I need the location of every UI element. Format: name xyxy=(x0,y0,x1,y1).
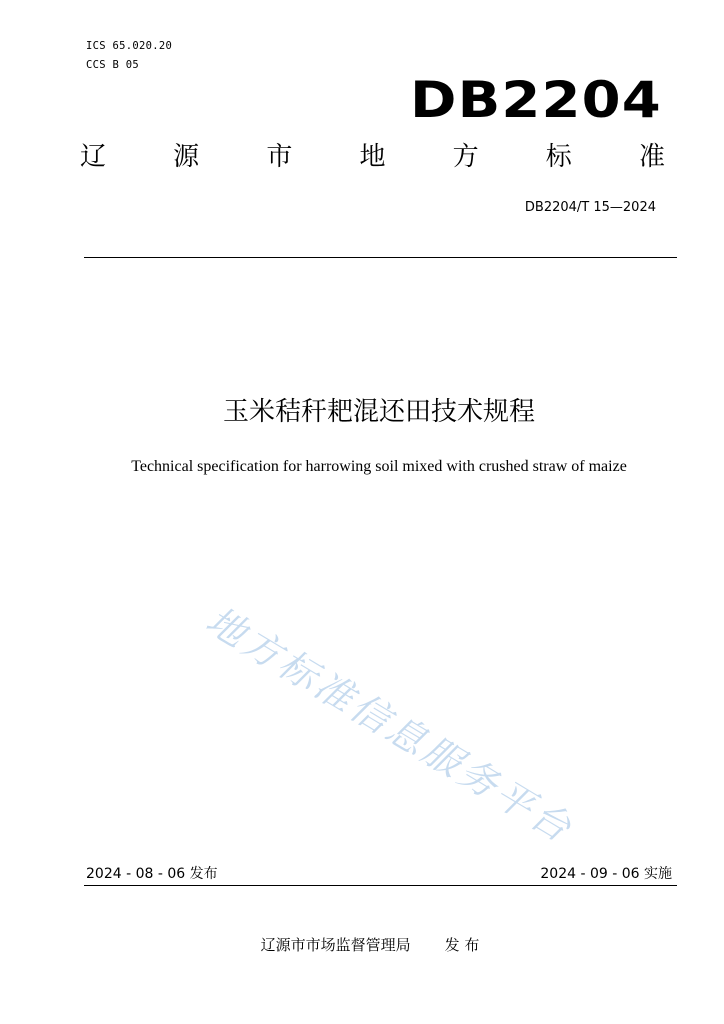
issuer-title xyxy=(80,139,665,175)
publisher-line xyxy=(0,934,724,956)
watermark: 地方标准信息服务平台 xyxy=(198,597,582,853)
issuer-char: 方 xyxy=(452,142,479,172)
ccs-code: CCS B 05 xyxy=(86,59,139,71)
document-title-english: Technical specification for harrowing soil mixed with crushed straw of maize xyxy=(131,458,627,475)
issuer-char: 地 xyxy=(359,142,386,172)
issuer-char: 源 xyxy=(173,142,200,172)
standard-number: DB2204/T 15—2024 xyxy=(524,200,656,215)
top-divider xyxy=(84,257,677,258)
issuer-char: 辽 xyxy=(80,142,107,172)
ics-code: ICS 65.020.20 xyxy=(86,40,173,52)
issuer-char: 标 xyxy=(545,142,572,172)
bottom-divider xyxy=(84,885,677,886)
document-title-chinese: 玉米秸秆耙混还田技术规程 xyxy=(222,397,535,427)
issue-date: 2024 - 08 - 06 发布 xyxy=(86,866,218,882)
standard-logo: DB2204 xyxy=(410,71,662,129)
issuer-char: 准 xyxy=(638,142,665,172)
classification-codes xyxy=(86,37,172,75)
publisher-name: 辽源市市场监督管理局 xyxy=(260,936,411,954)
publisher-action: 发 布 xyxy=(444,936,480,954)
issuer-char: 市 xyxy=(266,142,293,172)
implementation-date: 2024 - 09 - 06 实施 xyxy=(540,866,672,882)
